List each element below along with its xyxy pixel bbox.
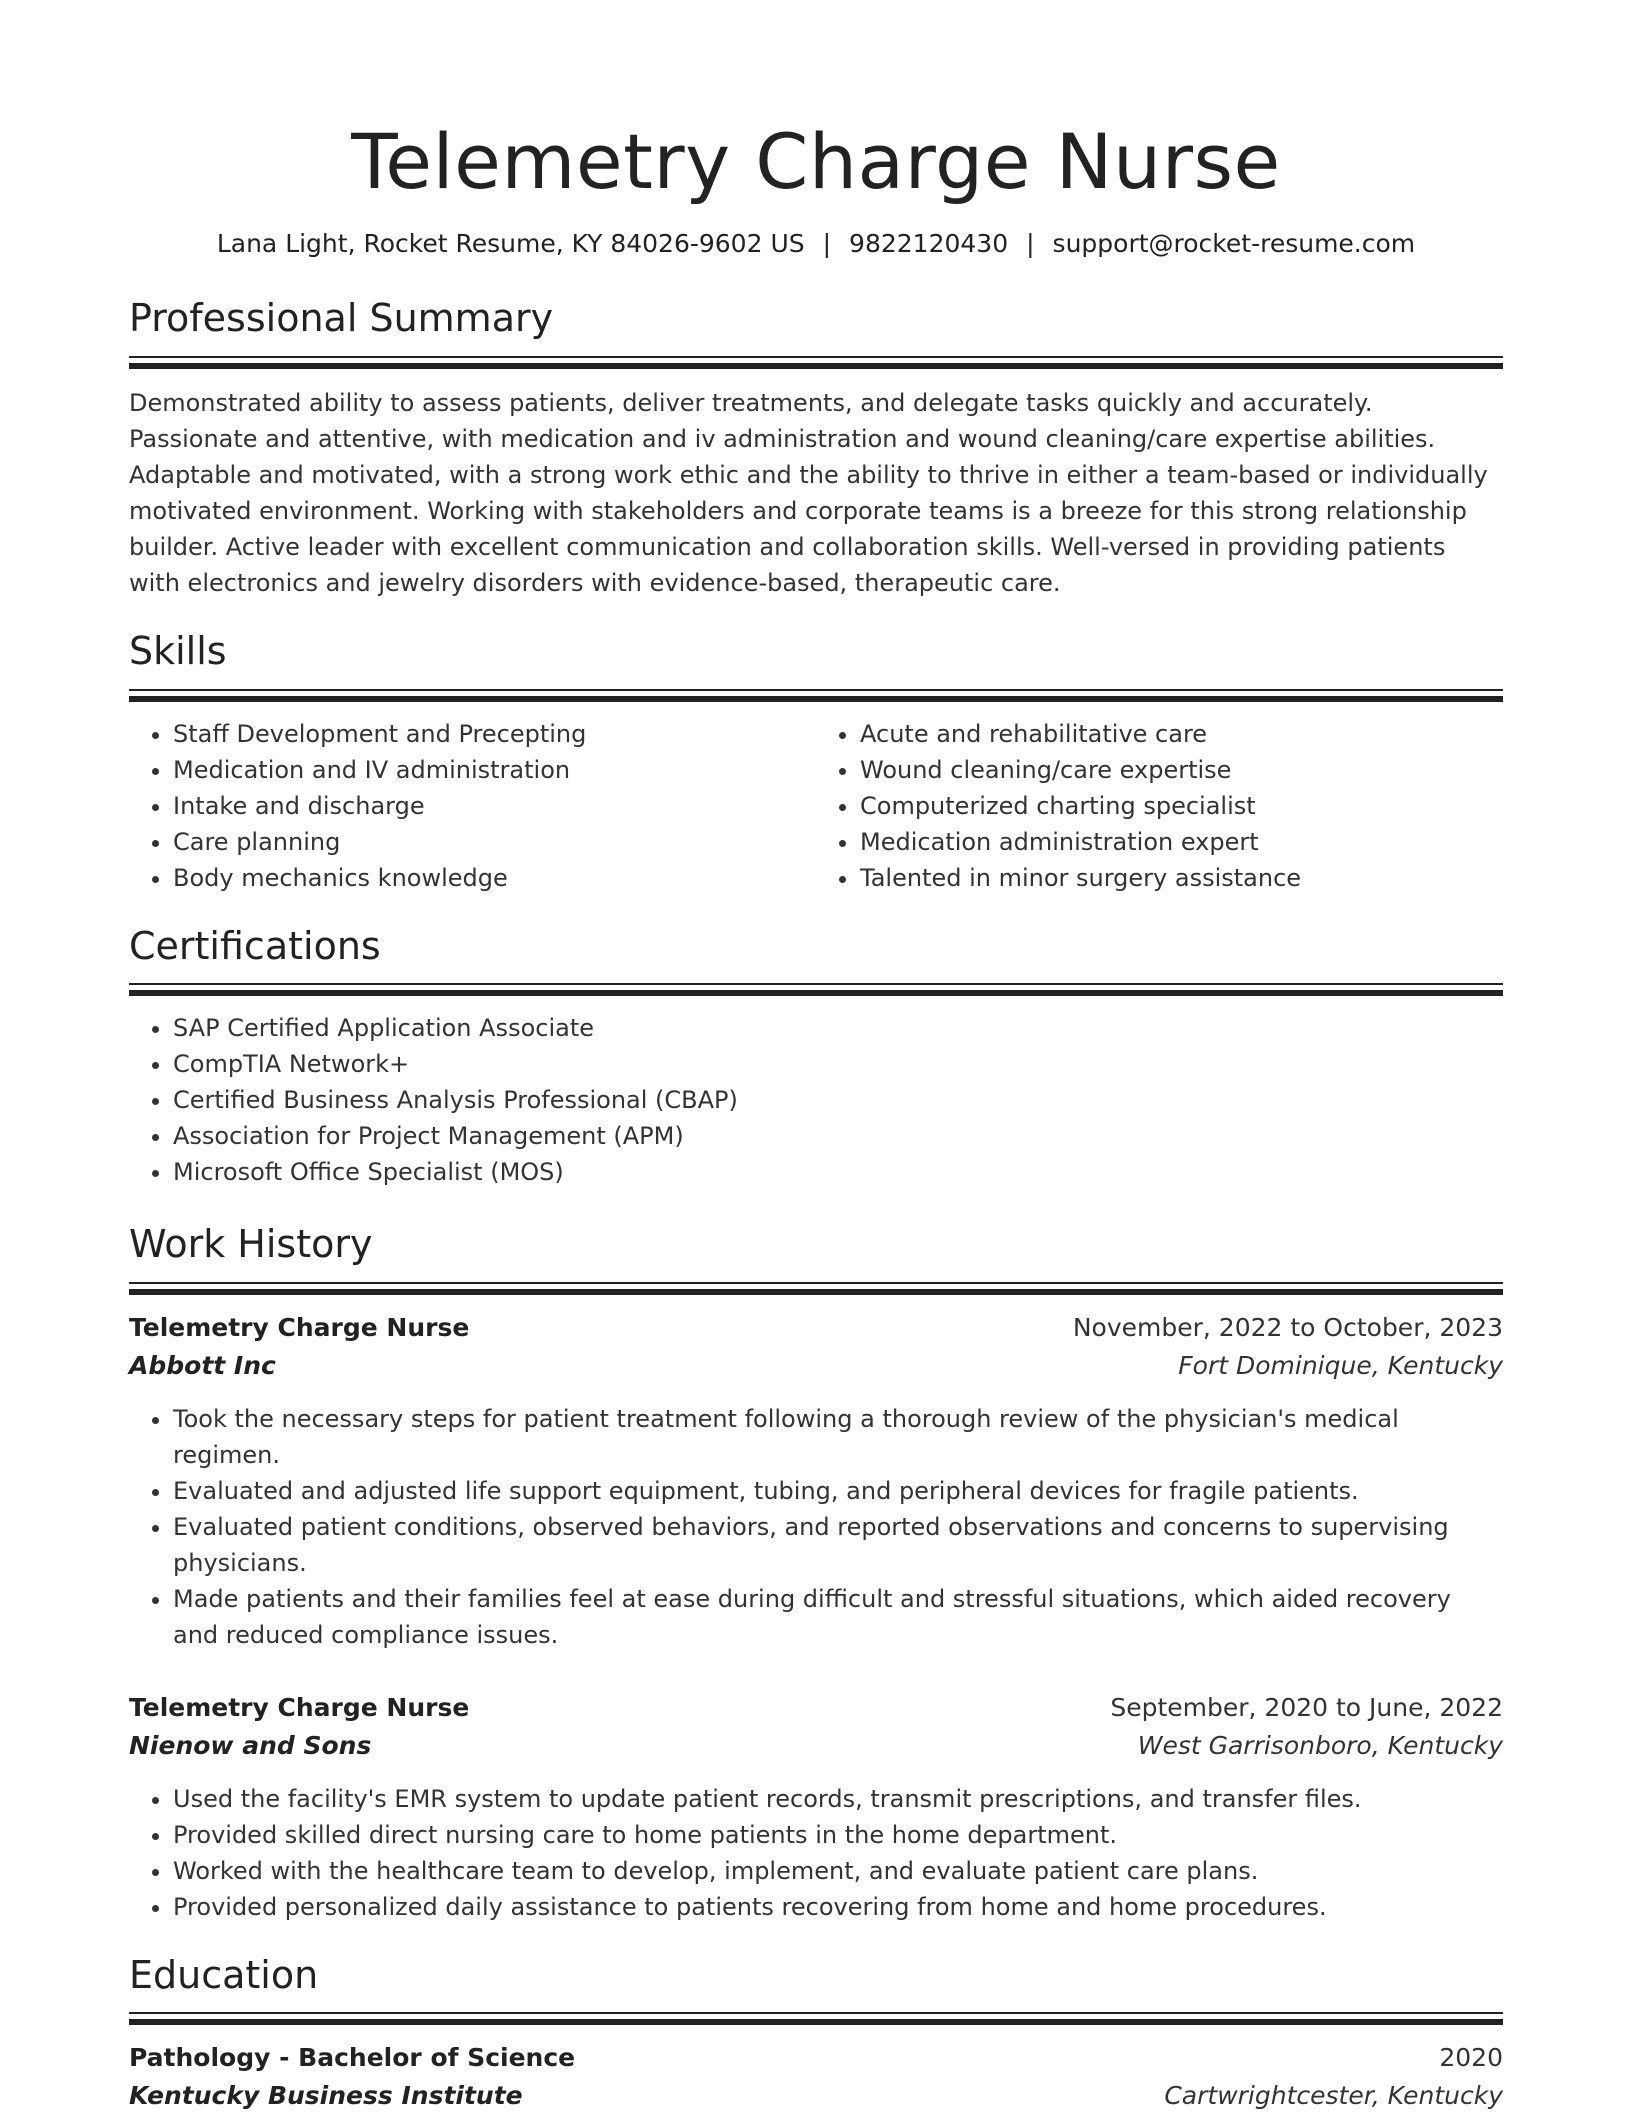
job-bullet: • Took the necessary steps for patient treatment following a thorough review of the physician's medical regimen. xyxy=(173,1401,1503,1473)
certification-item: • Microsoft Office Specialist (MOS) xyxy=(173,1154,1503,1190)
summary-section xyxy=(129,296,1503,601)
skill-item: • Wound cleaning/care expertise xyxy=(860,752,1503,788)
section-divider xyxy=(129,1282,1503,1295)
work-history-section xyxy=(129,1222,1503,1925)
skill-item: • Intake and discharge xyxy=(173,788,816,824)
skill-item: • Acute and rehabilitative care xyxy=(860,716,1503,752)
job-header xyxy=(129,1309,1503,1347)
job-bullet: • Evaluated and adjusted life support equipment, tubing, and peripheral devices for fragile patients. xyxy=(173,1473,1503,1509)
resume-title: Telemetry Charge Nurse xyxy=(351,117,1281,206)
education-school: Kentucky Business Institute xyxy=(129,2081,523,2111)
job-location: Fort Dominique, Kentucky xyxy=(1178,1350,1503,1380)
education-entry xyxy=(129,2039,1503,2115)
contact-email[interactable]: support@rocket-resume.com xyxy=(1052,229,1416,259)
job-subheader xyxy=(129,1727,1503,1765)
section-divider xyxy=(129,983,1503,996)
section-heading-summary: Professional Summary xyxy=(129,296,554,341)
skill-item: • Staff Development and Precepting xyxy=(173,716,816,752)
job-subheader xyxy=(129,1347,1503,1385)
job-dates: November, 2022 to October, 2023 xyxy=(1072,1312,1503,1342)
job-entry xyxy=(129,1309,1503,1653)
skill-item: • Body mechanics knowledge xyxy=(173,860,816,896)
skills-section xyxy=(129,629,1503,896)
contact-phone: 9822120430 xyxy=(849,229,1009,259)
job-bullet: • Used the facility's EMR system to update patient records, transmit prescriptions, and transfer files. xyxy=(173,1781,1503,1817)
section-heading-education: Education xyxy=(129,1952,319,1997)
education-section xyxy=(129,1953,1503,2115)
contact-line xyxy=(129,229,1503,258)
job-bullet: • Worked with the healthcare team to develop, implement, and evaluate patient care plans. xyxy=(173,1853,1503,1889)
skill-item: • Care planning xyxy=(173,824,816,860)
job-company: Nienow and Sons xyxy=(129,1730,372,1760)
contact-separator: | xyxy=(1026,229,1035,259)
skill-item: • Medication administration expert xyxy=(860,824,1503,860)
skill-item: • Talented in minor surgery assistance xyxy=(860,860,1503,896)
job-location: West Garrisonboro, Kentucky xyxy=(1137,1730,1503,1760)
job-bullet: • Made patients and their families feel at ease during difficult and stressful situations, which aided recovery and reduced compliance issues. xyxy=(173,1581,1503,1653)
section-divider xyxy=(129,2012,1503,2025)
certification-item: • Certified Business Analysis Professional (CBAP) xyxy=(173,1082,1503,1118)
job-header xyxy=(129,1689,1503,1727)
job-bullet: • Provided skilled direct nursing care to home patients in the home department. xyxy=(173,1817,1503,1853)
job-entry xyxy=(129,1689,1503,1925)
section-divider xyxy=(129,689,1503,702)
education-subheader xyxy=(129,2077,1503,2115)
education-location: Cartwrightcester, Kentucky xyxy=(1164,2081,1503,2111)
job-bullet: • Evaluated patient conditions, observed behaviors, and reported observations and concerns to supervising physicians. xyxy=(173,1509,1503,1581)
education-degree: Pathology - Bachelor of Science xyxy=(129,2043,576,2073)
job-bullets xyxy=(129,1401,1503,1653)
skills-list-right xyxy=(816,716,1503,896)
job-company: Abbott Inc xyxy=(129,1350,276,1380)
certifications-section xyxy=(129,924,1503,1191)
skills-grid xyxy=(129,716,1503,896)
job-title: Telemetry Charge Nurse xyxy=(129,1312,470,1342)
certification-item: • SAP Certified Application Associate xyxy=(173,1010,1503,1046)
certification-item: • Association for Project Management (APM) xyxy=(173,1118,1503,1154)
job-dates: September, 2020 to June, 2022 xyxy=(1110,1692,1503,1722)
contact-separator: | xyxy=(822,229,832,259)
section-heading-certifications: Certifications xyxy=(129,923,381,968)
section-heading-skills: Skills xyxy=(129,628,227,673)
education-header xyxy=(129,2039,1503,2077)
section-heading-work-history: Work History xyxy=(129,1222,373,1267)
skills-list-left xyxy=(129,716,816,896)
skill-item: • Medication and IV administration xyxy=(173,752,816,788)
job-title: Telemetry Charge Nurse xyxy=(129,1692,470,1722)
certifications-list xyxy=(129,1010,1503,1190)
skill-item: • Computerized charting specialist xyxy=(860,788,1503,824)
certification-item: • CompTIA Network+ xyxy=(173,1046,1503,1082)
job-bullet: • Provided personalized daily assistance to patients recovering from home and home procedures. xyxy=(173,1889,1503,1925)
summary-text: Demonstrated ability to assess patients, deliver treatments, and delegate tasks quickly and accurately. Passionate and attentive, with medication and iv administration and wound cleaning/care expertise abilities. Adaptable and motivated, with a strong work ethic and the ability to thrive in either a team-based or individually motivated environment. Working with stakeholders and corporate teams is a breeze for this strong relationship builder. Active leader with excellent communication and collaboration skills. Well-versed in providing patients with electronics and jewelry disorders with evidence-based, therapeutic care. xyxy=(129,388,1488,597)
education-year: 2020 xyxy=(1439,2043,1503,2073)
contact-address: Lana Light, Rocket Resume, KY 84026-9602 US xyxy=(216,229,805,259)
section-divider xyxy=(129,356,1503,369)
job-bullets xyxy=(129,1781,1503,1925)
